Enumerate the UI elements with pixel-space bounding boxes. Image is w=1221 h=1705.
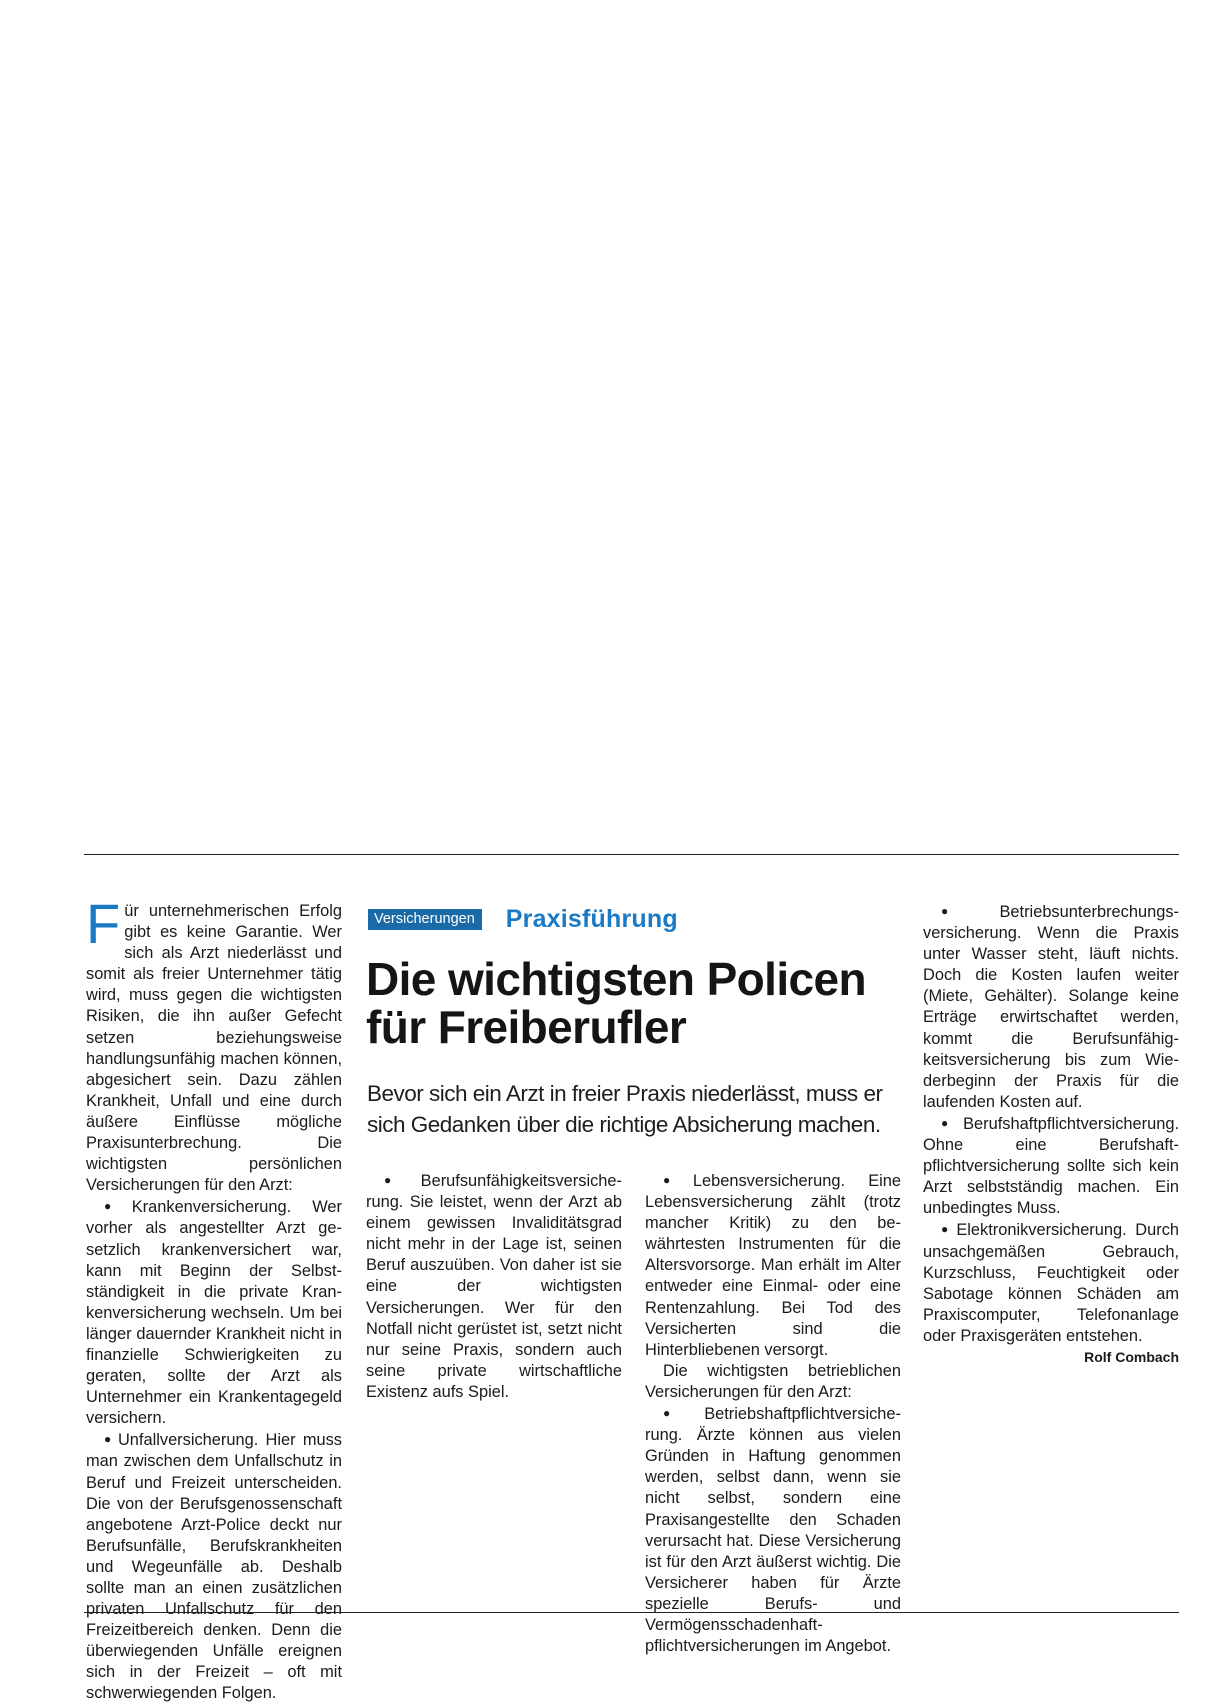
bullet-icon: ● xyxy=(941,1115,960,1130)
paragraph-elektronikversicherung xyxy=(923,1219,1179,1365)
paragraph-betriebliche-versicherungen: Die wichtigsten betrieblichen Versicherungen für den Arzt: xyxy=(645,1361,901,1401)
headline xyxy=(366,955,906,1051)
bullet-icon: ● xyxy=(941,1222,953,1237)
bullet-icon: ● xyxy=(104,1432,114,1447)
column-1 xyxy=(86,892,343,1705)
intro-text: ür unternehmerischen Erfolg gibt es keine Garantie. Wer sich als Arzt niederlässt und somit als freier Unternehmer tätig wird, muss gegen die wichtigsten Risiken, die ihn außer Gefecht setzen beziehungsweise handlungsunfähig machen können, abgesichert sein. Dazu zählen Krankheit, Unfall und eine durch äußere Einflüsse mögliche Praxisunterbrechung. Die wichtigsten persönlichen Versicherungen für den Arzt: xyxy=(86,902,342,1195)
section-title: Praxisführung xyxy=(505,905,678,933)
column-4 xyxy=(923,901,1179,1368)
section-tag: Versicherungen xyxy=(368,909,482,930)
paragraph-betriebshaftpflicht xyxy=(645,1403,901,1657)
column-3 xyxy=(645,1170,901,1657)
headline-line-2: für Freiberufler xyxy=(366,1001,687,1053)
deck: Bevor sich ein Arzt in freier Praxis niederlässt, muss er sich Gedanken über die richtige Absicherung machen. xyxy=(367,1081,883,1137)
paragraph-text: Berufshaftpflichtversicherung. Ohne eine Berufshaftpflichtversicherung sollte sich kein Arzt selbstständig machen. Ein unbedingtes Muss. xyxy=(923,1114,1179,1218)
paragraph-berufshaftpflicht xyxy=(923,1113,1179,1219)
paragraph-text: Lebensversicherung. Eine Lebensversicherung zählt (trotz mancher Kritik) zu den bewährtesten Instrumenten für die Altersvorsorge. Man erhält im Alter entweder eine Einmal- oder eine Rentenzahlung. Bei Tod des Versicherten sind die Hinterbliebenen versorgt. xyxy=(645,1172,901,1359)
paragraph-text: Betriebshaftpflichtversicherung. Ärzte können aus vielen Gründen in Haftung genommen werden, selbst dann, wenn sie nicht selbst, sondern eine Praxisangestellte den Schaden verursacht hat. Diese Versicherung ist für den Arzt äußerst wichtig. Die Versicherer haben für Ärzte spezielle Berufs- und Vermögensschadenhaftpflichtversicherungen im Angebot. xyxy=(645,1405,901,1656)
paragraph-text: Berufsunfähigkeitsversicherung. Sie leistet, wenn der Arzt ab einem gewissen Invaliditätsgrad nicht mehr in der Lage ist, seinen Beruf auszuüben. Von daher ist sie eine der wichtigsten Versicherungen. Wer für den Notfall nicht gerüstet ist, setzt nicht nur seine Praxis, sondern auch seine private wirtschaftliche Existenz aufs Spiel. xyxy=(366,1172,622,1401)
top-rule xyxy=(84,854,1179,855)
paragraph-krankenversicherung xyxy=(86,1196,342,1429)
paragraph-betriebsunterbrechung xyxy=(923,901,1179,1113)
author-byline: Rolf Combach xyxy=(1084,1348,1179,1365)
paragraph-unfallversicherung xyxy=(86,1429,342,1704)
kicker xyxy=(368,905,678,934)
paragraph-lebensversicherung xyxy=(645,1170,901,1361)
paragraph-text: Betriebsunterbrechungsversicherung. Wenn die Praxis unter Wasser steht, läuft nichts. Doch die Kosten laufen weiter (Miete, Gehälter). Solange keine Erträge erwirtschaftet werden, kommt die Berufsunfähigkeitsversicherung bis zum Wiederbeginn der Praxis für die laufenden Kosten auf. xyxy=(923,903,1179,1111)
paragraph-text: Krankenversicherung. Wer vorher als angestellter Arzt gesetzlich krankenversichert war, kann mit Beginn der Selbstständigkeit in die private Krankenversicherung wechseln. Um bei länger dauernder Krankheit nicht in finanzielle Schwierigkeiten zu geraten, sollte der Arzt als Unternehmer ein Krankentagegeld versichern. xyxy=(86,1198,342,1428)
paragraph-berufsunfaehigkeit xyxy=(366,1170,622,1403)
drop-cap: F xyxy=(86,892,121,955)
paragraph-text: Unfallversicherung. Hier muss man zwischen dem Unfallschutz in Beruf und Freizeit unterscheiden. Die von der Berufsgenossenschaft angebotene Arzt-Police deckt nur Berufsunfälle, Berufskrankheiten und Wegeunfälle ab. Deshalb sollte man an einen zusätzlichen privaten Unfallschutz für den Freizeitbereich denken. Denn die überwiegenden Unfälle ereignen sich in der Freizeit – oft mit schwerwiegenden Folgen. xyxy=(86,1431,343,1703)
bullet-icon: ● xyxy=(663,1406,701,1421)
bottom-rule xyxy=(84,1612,1179,1613)
column-2 xyxy=(366,1170,622,1403)
bullet-icon: ● xyxy=(104,1199,128,1214)
intro-paragraph xyxy=(86,892,342,1196)
bullet-icon: ● xyxy=(663,1173,689,1187)
bullet-icon: ● xyxy=(384,1173,417,1187)
paragraph-text: Elektronikversicherung. Durch unsachgemäßen Gebrauch, Kurzschluss, Feuchtigkeit oder Sabotage können Schäden am Praxiscomputer, Telefonanlage oder Praxisgeräten entstehen. xyxy=(923,1221,1179,1345)
headline-line-1: Die wichtigsten Policen xyxy=(366,953,866,1005)
bullet-icon: ● xyxy=(941,904,996,918)
